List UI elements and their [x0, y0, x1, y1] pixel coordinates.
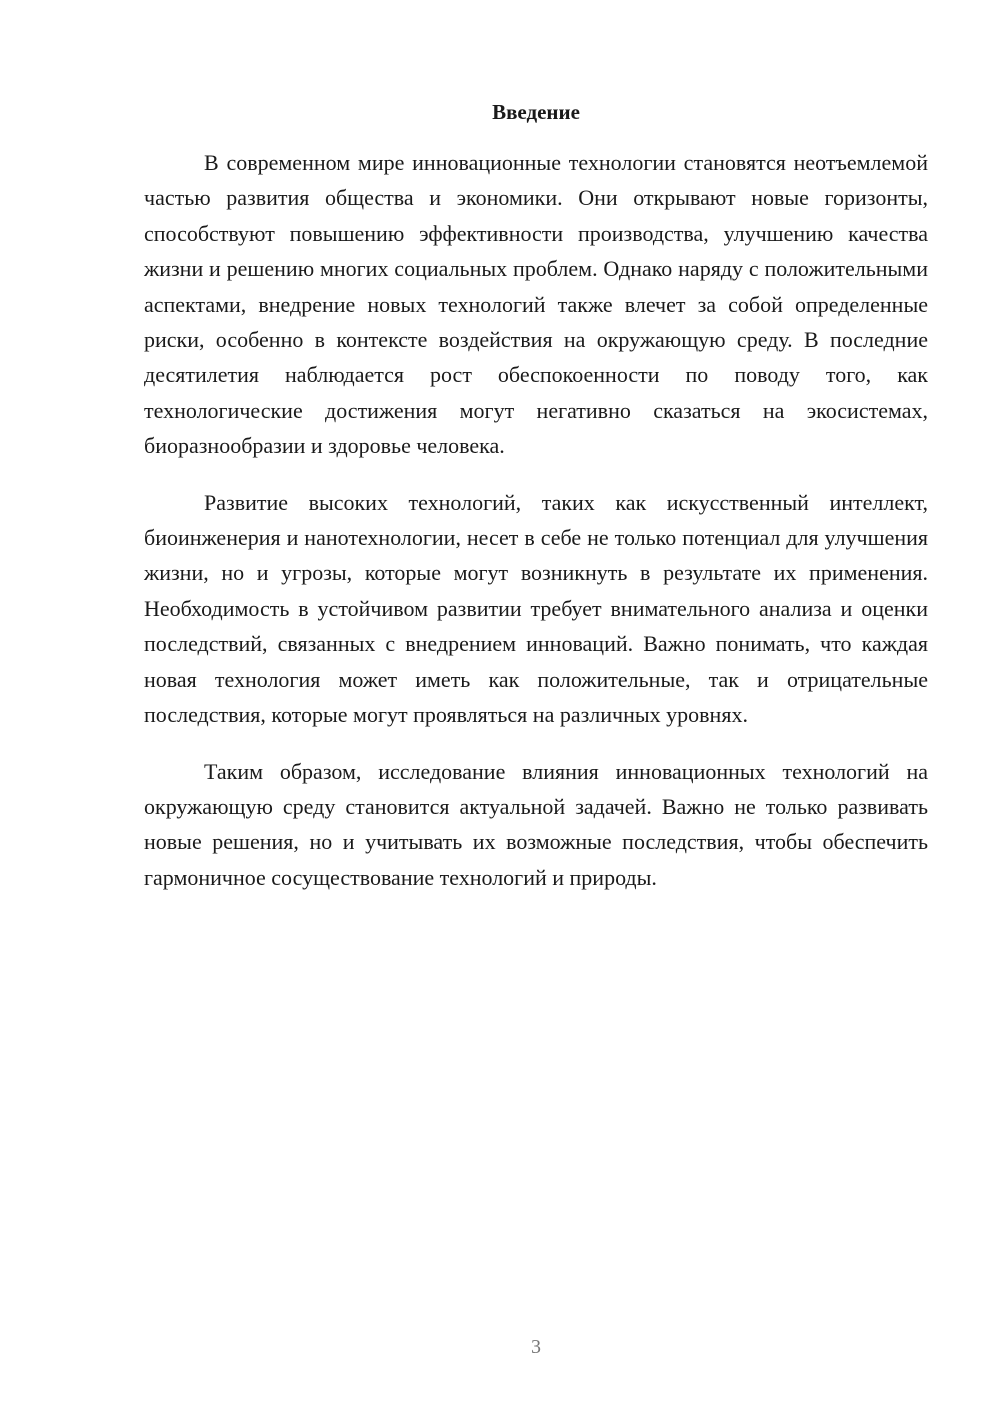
paragraph-2: Развитие высоких технологий, таких как искусственный интеллект, биоинженерия и нанотехнологии, несет в себе не только потенциал для улучшения жизни, но и угрозы, которые могут возникнуть в результате их применения. Необходимость в устойчивом развитии требует внимательного анализа и оценки последствий, связанных с внедрением инноваций. Важно понимать, что каждая новая технология может иметь как положительные, так и отрицательные последствия, которые могут проявляться на различных уровнях. [144, 489, 928, 728]
section-heading: Введение [492, 100, 580, 124]
body-text [144, 145, 928, 895]
paragraph-1: В современном мире инновационные технологии становятся неотъемлемой частью развития общества и экономики. Они открывают новые горизонты, способствуют повышению эффективности производства, улучшению качества жизни и решению многих социальных проблем. Однако наряду с положительными аспектами, внедрение новых технологий также влечет за собой определенные риски, особенно в контексте воздействия на окружающую среду. В последние десятилетия наблюдается рост обеспокоенности по поводу того, как технологические достижения могут негативно сказаться на экосистемах, биоразнообразии и здоровье человека. [144, 150, 928, 459]
paragraph-3: Таким образом, исследование влияния инновационных технологий на окружающую среду становится актуальной задачей. Важно не только развивать новые решения, но и учитывать их возможные последствия, чтобы обеспечить гармоничное сосуществование технологий и природы. [144, 758, 928, 890]
page-number: 3 [531, 1336, 541, 1358]
